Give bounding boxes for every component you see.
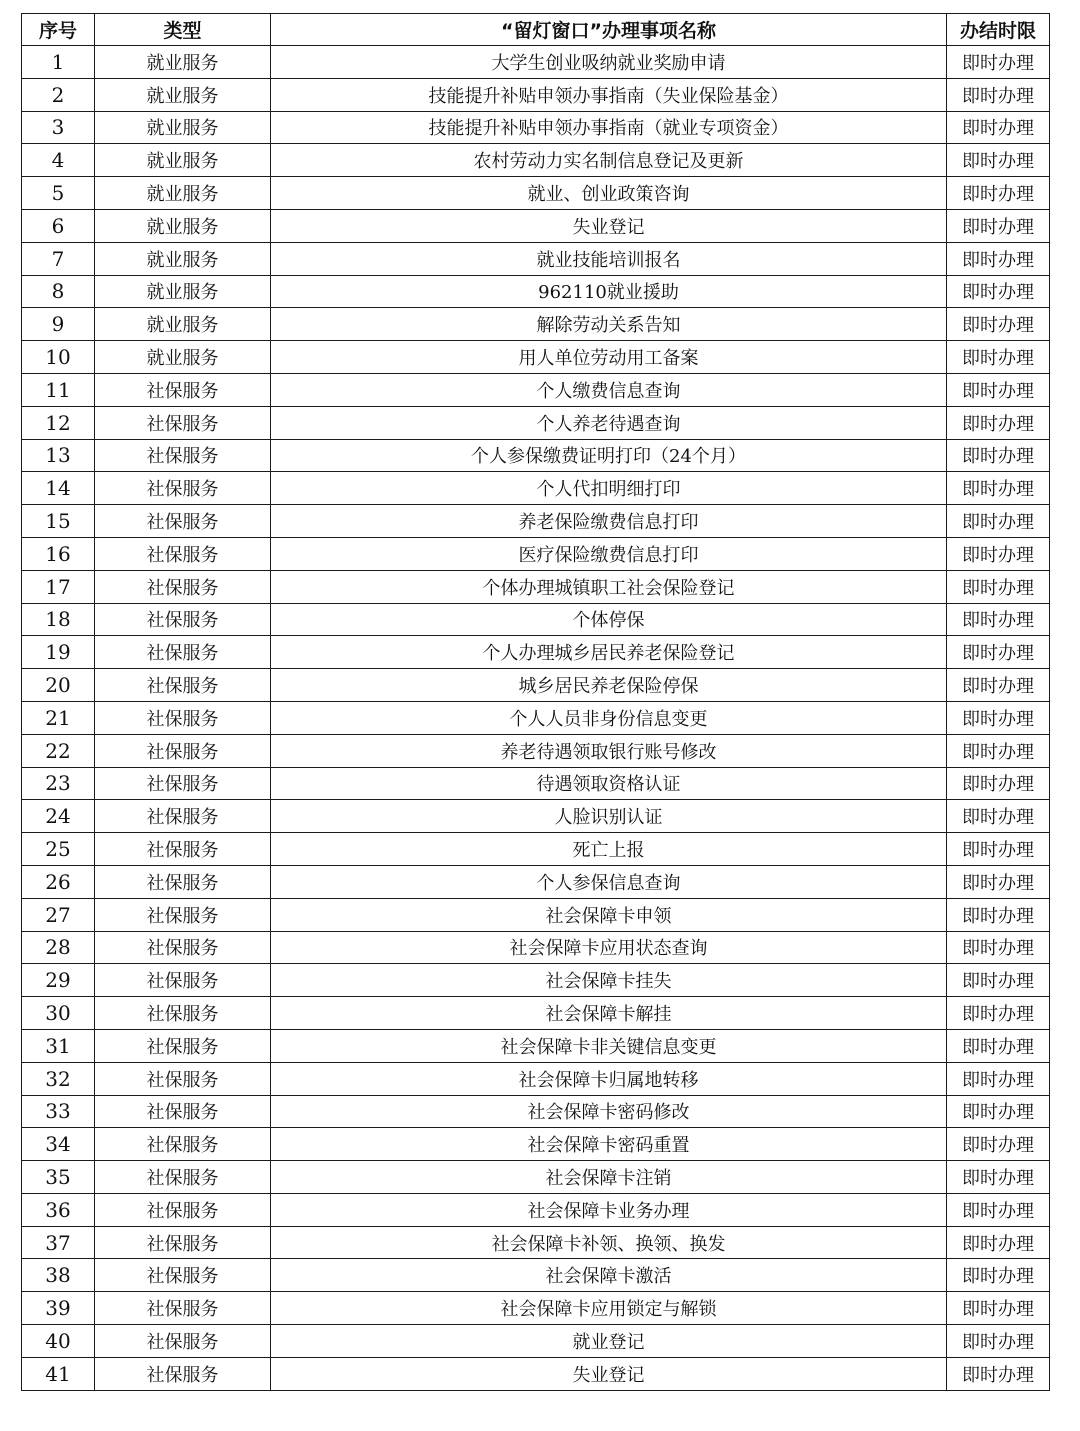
row-time-limit-cell: 即时办理 bbox=[947, 341, 1050, 374]
service-items-sheet bbox=[21, 13, 1049, 1391]
header-row bbox=[22, 14, 1050, 46]
row-type-cell: 社保服务 bbox=[95, 439, 271, 472]
row-time-limit-cell: 即时办理 bbox=[947, 734, 1050, 767]
table-row bbox=[22, 734, 1050, 767]
row-type-cell: 社保服务 bbox=[95, 603, 271, 636]
row-item-name-cell: 社会保障卡补领、换领、换发 bbox=[271, 1226, 947, 1259]
row-item-name-cell: 失业登记 bbox=[271, 1357, 947, 1390]
row-time-limit-cell: 即时办理 bbox=[947, 603, 1050, 636]
row-item-name-cell: 社会保障卡应用锁定与解锁 bbox=[271, 1292, 947, 1325]
row-item-name-cell: 社会保障卡密码重置 bbox=[271, 1128, 947, 1161]
row-type-cell: 社保服务 bbox=[95, 964, 271, 997]
row-number-cell: 7 bbox=[22, 242, 95, 275]
row-number-cell: 15 bbox=[22, 505, 95, 538]
service-items-table bbox=[21, 13, 1050, 1391]
row-item-name-cell: 个人缴费信息查询 bbox=[271, 373, 947, 406]
row-number-cell: 8 bbox=[22, 275, 95, 308]
table-row bbox=[22, 209, 1050, 242]
table-row bbox=[22, 78, 1050, 111]
header-time: 办结时限 bbox=[947, 14, 1050, 46]
row-item-name-cell: 待遇领取资格认证 bbox=[271, 767, 947, 800]
row-item-name-cell: 社会保障卡非关键信息变更 bbox=[271, 1029, 947, 1062]
row-item-name-cell: 社会保障卡解挂 bbox=[271, 997, 947, 1030]
table-row bbox=[22, 1226, 1050, 1259]
row-type-cell: 社保服务 bbox=[95, 1259, 271, 1292]
row-type-cell: 社保服务 bbox=[95, 669, 271, 702]
row-item-name-cell: 个体停保 bbox=[271, 603, 947, 636]
table-row bbox=[22, 472, 1050, 505]
table-row bbox=[22, 1292, 1050, 1325]
row-number-cell: 36 bbox=[22, 1193, 95, 1226]
table-row bbox=[22, 439, 1050, 472]
row-number-cell: 12 bbox=[22, 406, 95, 439]
row-number-cell: 20 bbox=[22, 669, 95, 702]
row-item-name-cell: 个人代扣明细打印 bbox=[271, 472, 947, 505]
row-item-name-cell: 个人人员非身份信息变更 bbox=[271, 701, 947, 734]
row-number-cell: 21 bbox=[22, 701, 95, 734]
table-row bbox=[22, 669, 1050, 702]
table-row bbox=[22, 1095, 1050, 1128]
table-row bbox=[22, 603, 1050, 636]
row-time-limit-cell: 即时办理 bbox=[947, 669, 1050, 702]
row-number-cell: 4 bbox=[22, 144, 95, 177]
row-number-cell: 25 bbox=[22, 833, 95, 866]
row-item-name-cell: 医疗保险缴费信息打印 bbox=[271, 537, 947, 570]
row-number-cell: 27 bbox=[22, 898, 95, 931]
table-row bbox=[22, 636, 1050, 669]
row-type-cell: 社保服务 bbox=[95, 898, 271, 931]
table-row bbox=[22, 800, 1050, 833]
row-time-limit-cell: 即时办理 bbox=[947, 308, 1050, 341]
row-type-cell: 就业服务 bbox=[95, 177, 271, 210]
row-type-cell: 就业服务 bbox=[95, 209, 271, 242]
table-row bbox=[22, 406, 1050, 439]
row-type-cell: 社保服务 bbox=[95, 833, 271, 866]
row-type-cell: 社保服务 bbox=[95, 800, 271, 833]
row-type-cell: 社保服务 bbox=[95, 1029, 271, 1062]
table-row bbox=[22, 537, 1050, 570]
table-body bbox=[22, 46, 1050, 1391]
row-time-limit-cell: 即时办理 bbox=[947, 472, 1050, 505]
row-item-name-cell: 个人办理城乡居民养老保险登记 bbox=[271, 636, 947, 669]
row-number-cell: 17 bbox=[22, 570, 95, 603]
row-type-cell: 社保服务 bbox=[95, 1325, 271, 1358]
row-time-limit-cell: 即时办理 bbox=[947, 275, 1050, 308]
row-time-limit-cell: 即时办理 bbox=[947, 1325, 1050, 1358]
header-no: 序号 bbox=[22, 14, 95, 46]
row-time-limit-cell: 即时办理 bbox=[947, 242, 1050, 275]
row-type-cell: 社保服务 bbox=[95, 1292, 271, 1325]
row-number-cell: 1 bbox=[22, 46, 95, 79]
table-row bbox=[22, 1062, 1050, 1095]
row-item-name-cell: 个人参保信息查询 bbox=[271, 865, 947, 898]
table-row bbox=[22, 570, 1050, 603]
table-row bbox=[22, 701, 1050, 734]
row-type-cell: 就业服务 bbox=[95, 78, 271, 111]
row-number-cell: 34 bbox=[22, 1128, 95, 1161]
table-row bbox=[22, 373, 1050, 406]
row-number-cell: 2 bbox=[22, 78, 95, 111]
row-time-limit-cell: 即时办理 bbox=[947, 1357, 1050, 1390]
table-row bbox=[22, 997, 1050, 1030]
row-time-limit-cell: 即时办理 bbox=[947, 406, 1050, 439]
table-row bbox=[22, 1325, 1050, 1358]
row-number-cell: 16 bbox=[22, 537, 95, 570]
table-row bbox=[22, 505, 1050, 538]
row-item-name-cell: 个体办理城镇职工社会保险登记 bbox=[271, 570, 947, 603]
row-time-limit-cell: 即时办理 bbox=[947, 1259, 1050, 1292]
row-number-cell: 30 bbox=[22, 997, 95, 1030]
row-item-name-cell: 个人参保缴费证明打印（24个月） bbox=[271, 439, 947, 472]
row-item-name-cell: 个人养老待遇查询 bbox=[271, 406, 947, 439]
row-time-limit-cell: 即时办理 bbox=[947, 964, 1050, 997]
row-number-cell: 32 bbox=[22, 1062, 95, 1095]
row-number-cell: 26 bbox=[22, 865, 95, 898]
row-time-limit-cell: 即时办理 bbox=[947, 78, 1050, 111]
table-row bbox=[22, 46, 1050, 79]
header-name: “留灯窗口”办理事项名称 bbox=[271, 14, 947, 46]
row-type-cell: 就业服务 bbox=[95, 242, 271, 275]
row-time-limit-cell: 即时办理 bbox=[947, 46, 1050, 79]
table-row bbox=[22, 964, 1050, 997]
table-row bbox=[22, 865, 1050, 898]
row-time-limit-cell: 即时办理 bbox=[947, 1095, 1050, 1128]
row-item-name-cell: 大学生创业吸纳就业奖励申请 bbox=[271, 46, 947, 79]
row-time-limit-cell: 即时办理 bbox=[947, 1226, 1050, 1259]
row-type-cell: 就业服务 bbox=[95, 308, 271, 341]
row-item-name-cell: 技能提升补贴申领办事指南（失业保险基金） bbox=[271, 78, 947, 111]
row-type-cell: 社保服务 bbox=[95, 997, 271, 1030]
row-item-name-cell: 962110就业援助 bbox=[271, 275, 947, 308]
table-row bbox=[22, 275, 1050, 308]
table-row bbox=[22, 898, 1050, 931]
row-time-limit-cell: 即时办理 bbox=[947, 177, 1050, 210]
row-number-cell: 28 bbox=[22, 931, 95, 964]
row-time-limit-cell: 即时办理 bbox=[947, 1062, 1050, 1095]
row-number-cell: 22 bbox=[22, 734, 95, 767]
table-row bbox=[22, 1357, 1050, 1390]
row-time-limit-cell: 即时办理 bbox=[947, 1193, 1050, 1226]
row-type-cell: 社保服务 bbox=[95, 570, 271, 603]
row-time-limit-cell: 即时办理 bbox=[947, 997, 1050, 1030]
row-number-cell: 41 bbox=[22, 1357, 95, 1390]
row-type-cell: 就业服务 bbox=[95, 46, 271, 79]
row-type-cell: 社保服务 bbox=[95, 406, 271, 439]
row-time-limit-cell: 即时办理 bbox=[947, 209, 1050, 242]
row-item-name-cell: 死亡上报 bbox=[271, 833, 947, 866]
row-time-limit-cell: 即时办理 bbox=[947, 439, 1050, 472]
row-number-cell: 3 bbox=[22, 111, 95, 144]
row-item-name-cell: 养老保险缴费信息打印 bbox=[271, 505, 947, 538]
table-row bbox=[22, 242, 1050, 275]
row-number-cell: 9 bbox=[22, 308, 95, 341]
row-item-name-cell: 社会保障卡激活 bbox=[271, 1259, 947, 1292]
row-type-cell: 社保服务 bbox=[95, 767, 271, 800]
row-type-cell: 社保服务 bbox=[95, 931, 271, 964]
row-item-name-cell: 解除劳动关系告知 bbox=[271, 308, 947, 341]
row-type-cell: 社保服务 bbox=[95, 734, 271, 767]
row-time-limit-cell: 即时办理 bbox=[947, 931, 1050, 964]
row-number-cell: 5 bbox=[22, 177, 95, 210]
row-type-cell: 社保服务 bbox=[95, 373, 271, 406]
table-header bbox=[22, 14, 1050, 46]
row-number-cell: 23 bbox=[22, 767, 95, 800]
row-type-cell: 社保服务 bbox=[95, 1095, 271, 1128]
table-row bbox=[22, 1029, 1050, 1062]
row-item-name-cell: 社会保障卡密码修改 bbox=[271, 1095, 947, 1128]
table-row bbox=[22, 1161, 1050, 1194]
table-row bbox=[22, 1193, 1050, 1226]
row-number-cell: 18 bbox=[22, 603, 95, 636]
row-number-cell: 40 bbox=[22, 1325, 95, 1358]
row-number-cell: 13 bbox=[22, 439, 95, 472]
row-number-cell: 6 bbox=[22, 209, 95, 242]
row-item-name-cell: 人脸识别认证 bbox=[271, 800, 947, 833]
row-type-cell: 社保服务 bbox=[95, 1193, 271, 1226]
row-time-limit-cell: 即时办理 bbox=[947, 373, 1050, 406]
row-number-cell: 29 bbox=[22, 964, 95, 997]
row-type-cell: 社保服务 bbox=[95, 1357, 271, 1390]
row-type-cell: 社保服务 bbox=[95, 701, 271, 734]
row-type-cell: 就业服务 bbox=[95, 275, 271, 308]
row-type-cell: 社保服务 bbox=[95, 505, 271, 538]
table-row bbox=[22, 144, 1050, 177]
row-item-name-cell: 社会保障卡挂失 bbox=[271, 964, 947, 997]
row-item-name-cell: 就业技能培训报名 bbox=[271, 242, 947, 275]
table-row bbox=[22, 931, 1050, 964]
row-time-limit-cell: 即时办理 bbox=[947, 537, 1050, 570]
row-item-name-cell: 社会保障卡归属地转移 bbox=[271, 1062, 947, 1095]
row-item-name-cell: 技能提升补贴申领办事指南（就业专项资金） bbox=[271, 111, 947, 144]
row-type-cell: 社保服务 bbox=[95, 1161, 271, 1194]
table-row bbox=[22, 308, 1050, 341]
row-type-cell: 社保服务 bbox=[95, 1128, 271, 1161]
row-time-limit-cell: 即时办理 bbox=[947, 570, 1050, 603]
row-number-cell: 39 bbox=[22, 1292, 95, 1325]
row-time-limit-cell: 即时办理 bbox=[947, 1029, 1050, 1062]
row-type-cell: 社保服务 bbox=[95, 865, 271, 898]
row-item-name-cell: 农村劳动力实名制信息登记及更新 bbox=[271, 144, 947, 177]
row-number-cell: 31 bbox=[22, 1029, 95, 1062]
row-type-cell: 社保服务 bbox=[95, 636, 271, 669]
row-time-limit-cell: 即时办理 bbox=[947, 701, 1050, 734]
row-number-cell: 38 bbox=[22, 1259, 95, 1292]
row-type-cell: 就业服务 bbox=[95, 144, 271, 177]
row-time-limit-cell: 即时办理 bbox=[947, 144, 1050, 177]
row-number-cell: 37 bbox=[22, 1226, 95, 1259]
table-row bbox=[22, 1259, 1050, 1292]
row-type-cell: 社保服务 bbox=[95, 1062, 271, 1095]
row-type-cell: 社保服务 bbox=[95, 537, 271, 570]
row-number-cell: 14 bbox=[22, 472, 95, 505]
row-number-cell: 24 bbox=[22, 800, 95, 833]
table-row bbox=[22, 341, 1050, 374]
table-row bbox=[22, 833, 1050, 866]
row-time-limit-cell: 即时办理 bbox=[947, 1292, 1050, 1325]
row-time-limit-cell: 即时办理 bbox=[947, 636, 1050, 669]
table-row bbox=[22, 767, 1050, 800]
row-item-name-cell: 养老待遇领取银行账号修改 bbox=[271, 734, 947, 767]
table-row bbox=[22, 1128, 1050, 1161]
row-type-cell: 就业服务 bbox=[95, 111, 271, 144]
row-time-limit-cell: 即时办理 bbox=[947, 1161, 1050, 1194]
row-time-limit-cell: 即时办理 bbox=[947, 767, 1050, 800]
row-item-name-cell: 社会保障卡注销 bbox=[271, 1161, 947, 1194]
row-item-name-cell: 城乡居民养老保险停保 bbox=[271, 669, 947, 702]
row-number-cell: 19 bbox=[22, 636, 95, 669]
row-time-limit-cell: 即时办理 bbox=[947, 800, 1050, 833]
row-time-limit-cell: 即时办理 bbox=[947, 898, 1050, 931]
row-type-cell: 社保服务 bbox=[95, 472, 271, 505]
row-item-name-cell: 社会保障卡业务办理 bbox=[271, 1193, 947, 1226]
row-time-limit-cell: 即时办理 bbox=[947, 1128, 1050, 1161]
row-item-name-cell: 用人单位劳动用工备案 bbox=[271, 341, 947, 374]
row-number-cell: 33 bbox=[22, 1095, 95, 1128]
row-time-limit-cell: 即时办理 bbox=[947, 865, 1050, 898]
row-time-limit-cell: 即时办理 bbox=[947, 833, 1050, 866]
row-number-cell: 11 bbox=[22, 373, 95, 406]
row-type-cell: 社保服务 bbox=[95, 1226, 271, 1259]
table-row bbox=[22, 177, 1050, 210]
table-row bbox=[22, 111, 1050, 144]
row-item-name-cell: 社会保障卡申领 bbox=[271, 898, 947, 931]
row-item-name-cell: 社会保障卡应用状态查询 bbox=[271, 931, 947, 964]
row-type-cell: 就业服务 bbox=[95, 341, 271, 374]
row-number-cell: 10 bbox=[22, 341, 95, 374]
row-item-name-cell: 就业登记 bbox=[271, 1325, 947, 1358]
row-item-name-cell: 就业、创业政策咨询 bbox=[271, 177, 947, 210]
header-type: 类型 bbox=[95, 14, 271, 46]
row-time-limit-cell: 即时办理 bbox=[947, 505, 1050, 538]
row-number-cell: 35 bbox=[22, 1161, 95, 1194]
row-time-limit-cell: 即时办理 bbox=[947, 111, 1050, 144]
row-item-name-cell: 失业登记 bbox=[271, 209, 947, 242]
